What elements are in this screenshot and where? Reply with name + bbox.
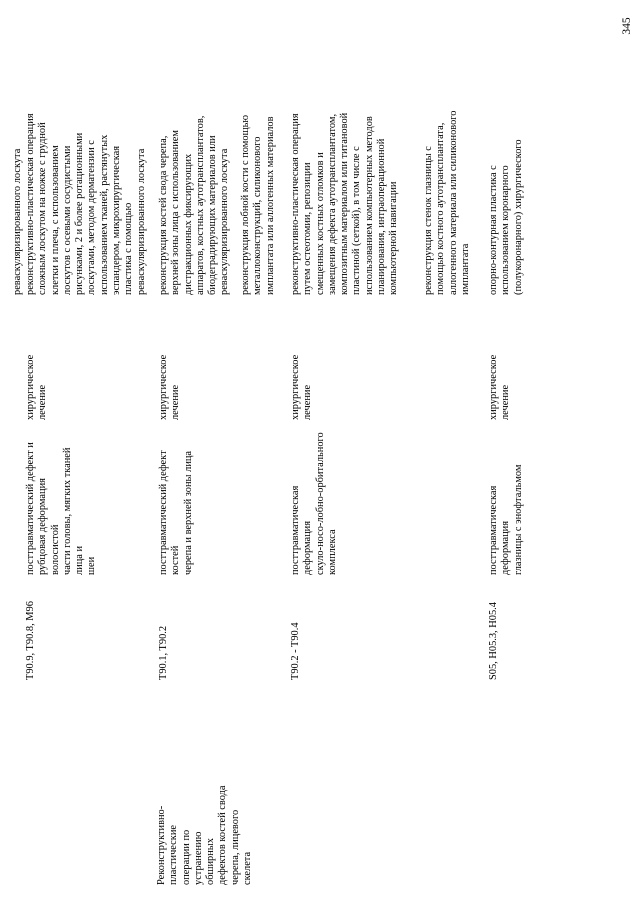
method-text: реконструкция костей свода черепа, верхней зоны лица с использованием дистракционных фиксирующих аппаратов, костных аутотрансплантатов, биодеградирующих материалов или реваскуляризированного лоскута (158, 115, 231, 295)
group-title: Реконструктивно- пластические операции по устранению обширных дефектов костей свода черепа, лицевого скелета (156, 785, 254, 885)
rotated-table (8, 15, 613, 885)
treatment-type-cell: хирургическое лечение (25, 355, 49, 420)
code-cell: T90.2 - T90.4 (290, 622, 301, 680)
diagnosis-cell: посттравматический дефект костей черепа и верхней зоны лица (158, 450, 194, 575)
method-text: реваскуляризированного лоскута (12, 148, 23, 295)
treatment-type-cell: хирургическое лечение (488, 355, 512, 420)
method-text: реконструктивно-пластическая операция путем остеотомии, репозиции смещенных костных отломков и замещения дефекта аутотрансплантатом, композитным материалом или титановой пластиной (сеткой), в том числе с использованием компьютерных методов планирования, интраоперационной компьютерной навигации (290, 112, 400, 295)
diagnosis-cell: посттравматический дефект и рубцовая деформация волосистой части головы, мягких тканей лица и шеи (25, 442, 98, 575)
page-number (620, 6, 634, 46)
code-cell: T90.1, T90.2 (158, 625, 169, 680)
page-number-text: 345 (621, 17, 633, 35)
diagnosis-cell: посттравматическая деформация скуло-носо-лобно-орбитального комплекса (290, 432, 338, 575)
method-text: реконструкция лобной кости с помощью металлоконструкций, силиконового имплантата или аллогенных материалов (240, 114, 276, 295)
code-cell: S05, H05.3, H05.4 (488, 602, 499, 680)
diagnosis-cell: посттравматическая деформация глазницы с энофтальмом (488, 464, 524, 575)
method-text: реконструктивно-пластическая операция сложным лоскутом на ножке с грудной клетки и плеча, с использованием лоскутов с осевыми сосудистыми рисунками, 2 и более ротационными лоскутами, методом дерматензии с использованием тканей, растянутых эспандером, микрохирургическая пластика с помощью реваскуляризированного лоскута (25, 113, 147, 295)
treatment-type-cell: хирургическое лечение (158, 355, 182, 420)
treatment-type-cell: хирургическое лечение (290, 355, 314, 420)
code-cell: T90.9, T90.8, M96 (25, 601, 36, 680)
method-text: реконструкция стенок глазницы с помощью костного аутотрансплантата, аллогенного материала или силиконового имплантата (423, 110, 471, 295)
method-text: опорно-контурная пластика с использованием коронарного (полукоронарного) хирургического (488, 139, 524, 295)
